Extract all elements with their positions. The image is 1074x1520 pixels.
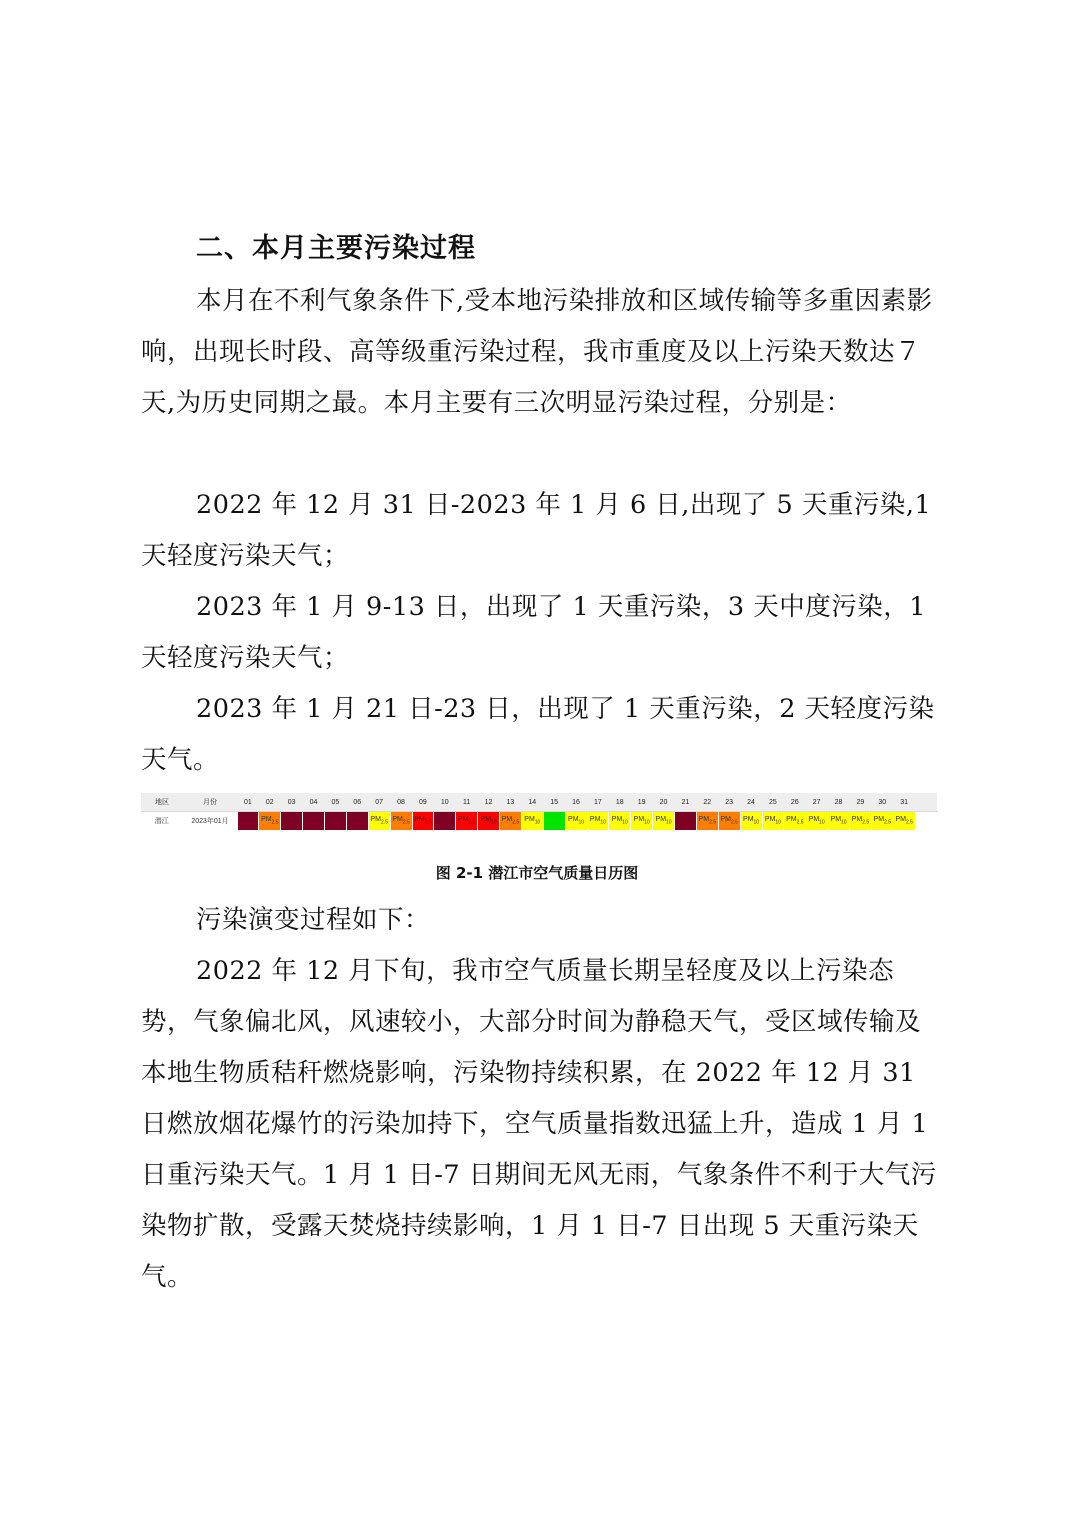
day-header-24: 24 [740,793,762,812]
day-header-08: 08 [390,793,412,812]
day-header-21: 21 [675,793,697,812]
day-header-09: 09 [412,793,434,812]
episode-1-paragraph: 2022 年 12 月 31 日-2023 年 1 月 6 日,出现了 5 天重污染,1 天轻度污染天气； [141,490,932,571]
calendar-header-row [141,793,937,812]
day-cell-29: $PM_{2.5}$ [850,812,872,831]
day-header-25: 25 [762,793,784,812]
day-cell-08: $PM_{2.5}$ [390,812,412,831]
day-cell-31: $PM_{2.5}$ [893,812,915,831]
day-cell-20: $PM_{10}$ [653,812,675,831]
day-cell-11: $PM_{2.5}$ [456,812,478,831]
day-cell-24: $PM_{10}$ [740,812,762,831]
day-cell-06 [346,812,368,831]
figure-caption: 图 2-1 潜江市空气质量日历图 [435,864,639,882]
row-filler [915,812,937,831]
day-header-23: 23 [718,793,740,812]
day-header-31: 31 [893,793,915,812]
day-cell-23: $PM_{2.5}$ [718,812,740,831]
day-cell-19: $PM_{10}$ [631,812,653,831]
day-header-29: 29 [850,793,872,812]
day-header-11: 11 [456,793,478,812]
day-header-17: 17 [587,793,609,812]
day-header-30: 30 [871,793,893,812]
day-cell-28: $PM_{10}$ [828,812,850,831]
day-cell-09: $PM_{2.5}$ [412,812,434,831]
day-header-22: 22 [696,793,718,812]
day-cell-15 [543,812,565,831]
day-header-26: 26 [784,793,806,812]
day-header-12: 12 [478,793,500,812]
day-cell-18: $PM_{10}$ [609,812,631,831]
day-cell-07: $PM_{2.5}$ [368,812,390,831]
day-cell-10 [434,812,456,831]
day-cell-04 [303,812,325,831]
day-cell-26: $PM_{2.5}$ [784,812,806,831]
region-cell: 潜江 [141,812,183,831]
day-header-27: 27 [806,793,828,812]
day-cell-14: $PM_{10}$ [521,812,543,831]
day-cell-22: $PM_{2.5}$ [696,812,718,831]
day-header-04: 04 [303,793,325,812]
day-header-07: 07 [368,793,390,812]
day-header-19: 19 [631,793,653,812]
header-month: 月份 [183,793,237,812]
day-cell-16: $PM_{10}$ [565,812,587,831]
day-header-20: 20 [653,793,675,812]
day-header-03: 03 [281,793,303,812]
header-region: 地区 [141,793,183,812]
episode-3-paragraph: 2023 年 1 月 21 日-23 日，出现了 1 天重污染，2 天轻度污染天气。 [141,694,935,775]
air-quality-calendar [141,793,938,830]
day-header-10: 10 [434,793,456,812]
day-cell-17: $PM_{10}$ [587,812,609,831]
day-cell-30: $PM_{2.5}$ [871,812,893,831]
day-header-16: 16 [565,793,587,812]
day-header-02: 02 [259,793,281,812]
day-cell-27: $PM_{10}$ [806,812,828,831]
episode-2-paragraph: 2023 年 1 月 9-13 日，出现了 1 天重污染，3 天中度污染，1 天轻度污染天气； [141,592,926,673]
day-cell-02: $PM_{2.5}$ [259,812,281,831]
header-filler [915,793,937,812]
section-heading: 二、本月主要污染过程 [196,233,476,264]
day-header-06: 06 [346,793,368,812]
day-cell-01 [237,812,259,831]
evolution-intro: 污染演变过程如下： [196,905,431,935]
day-header-18: 18 [609,793,631,812]
day-cell-12: $PM_{10}$ [478,812,500,831]
day-header-14: 14 [521,793,543,812]
day-header-05: 05 [325,793,347,812]
intro-paragraph: 本月在不利气象条件下,受本地污染排放和区域传输等多重因素影响，出现长时段、高等级重污染过程，我市重度及以上污染天数达７天,为历史同期之最。本月主要有三次明显污染过程，分别是： [141,286,933,418]
evolution-paragraph: 2022 年 12 月下旬，我市空气质量长期呈轻度及以上污染态势，气象偏北风，风速较小，大部分时间为静稳天气，受区域传输及本地生物质秸秆燃烧影响，污染物持续积累，在 2022 年 12 月 31 日燃放烟花爆竹的污染加持下，空气质量指数迅猛上升，造成 1 月 1 日重污染天气。1 月 1 日-7 日期间无风无雨，气象条件不利于大气污染物扩散，受露天焚烧持续影响，1 月 1 日-7 日出现 5 天重污染天气。 [141,956,937,1292]
month-cell: 2023年01月 [183,812,237,831]
day-header-13: 13 [500,793,522,812]
day-cell-05 [325,812,347,831]
day-cell-13: $PM_{2.5}$ [500,812,522,831]
day-cell-03 [281,812,303,831]
day-header-15: 15 [543,793,565,812]
day-header-01: 01 [237,793,259,812]
calendar-data-row [141,812,937,831]
day-cell-21 [675,812,697,831]
day-header-28: 28 [828,793,850,812]
day-cell-25: $PM_{10}$ [762,812,784,831]
